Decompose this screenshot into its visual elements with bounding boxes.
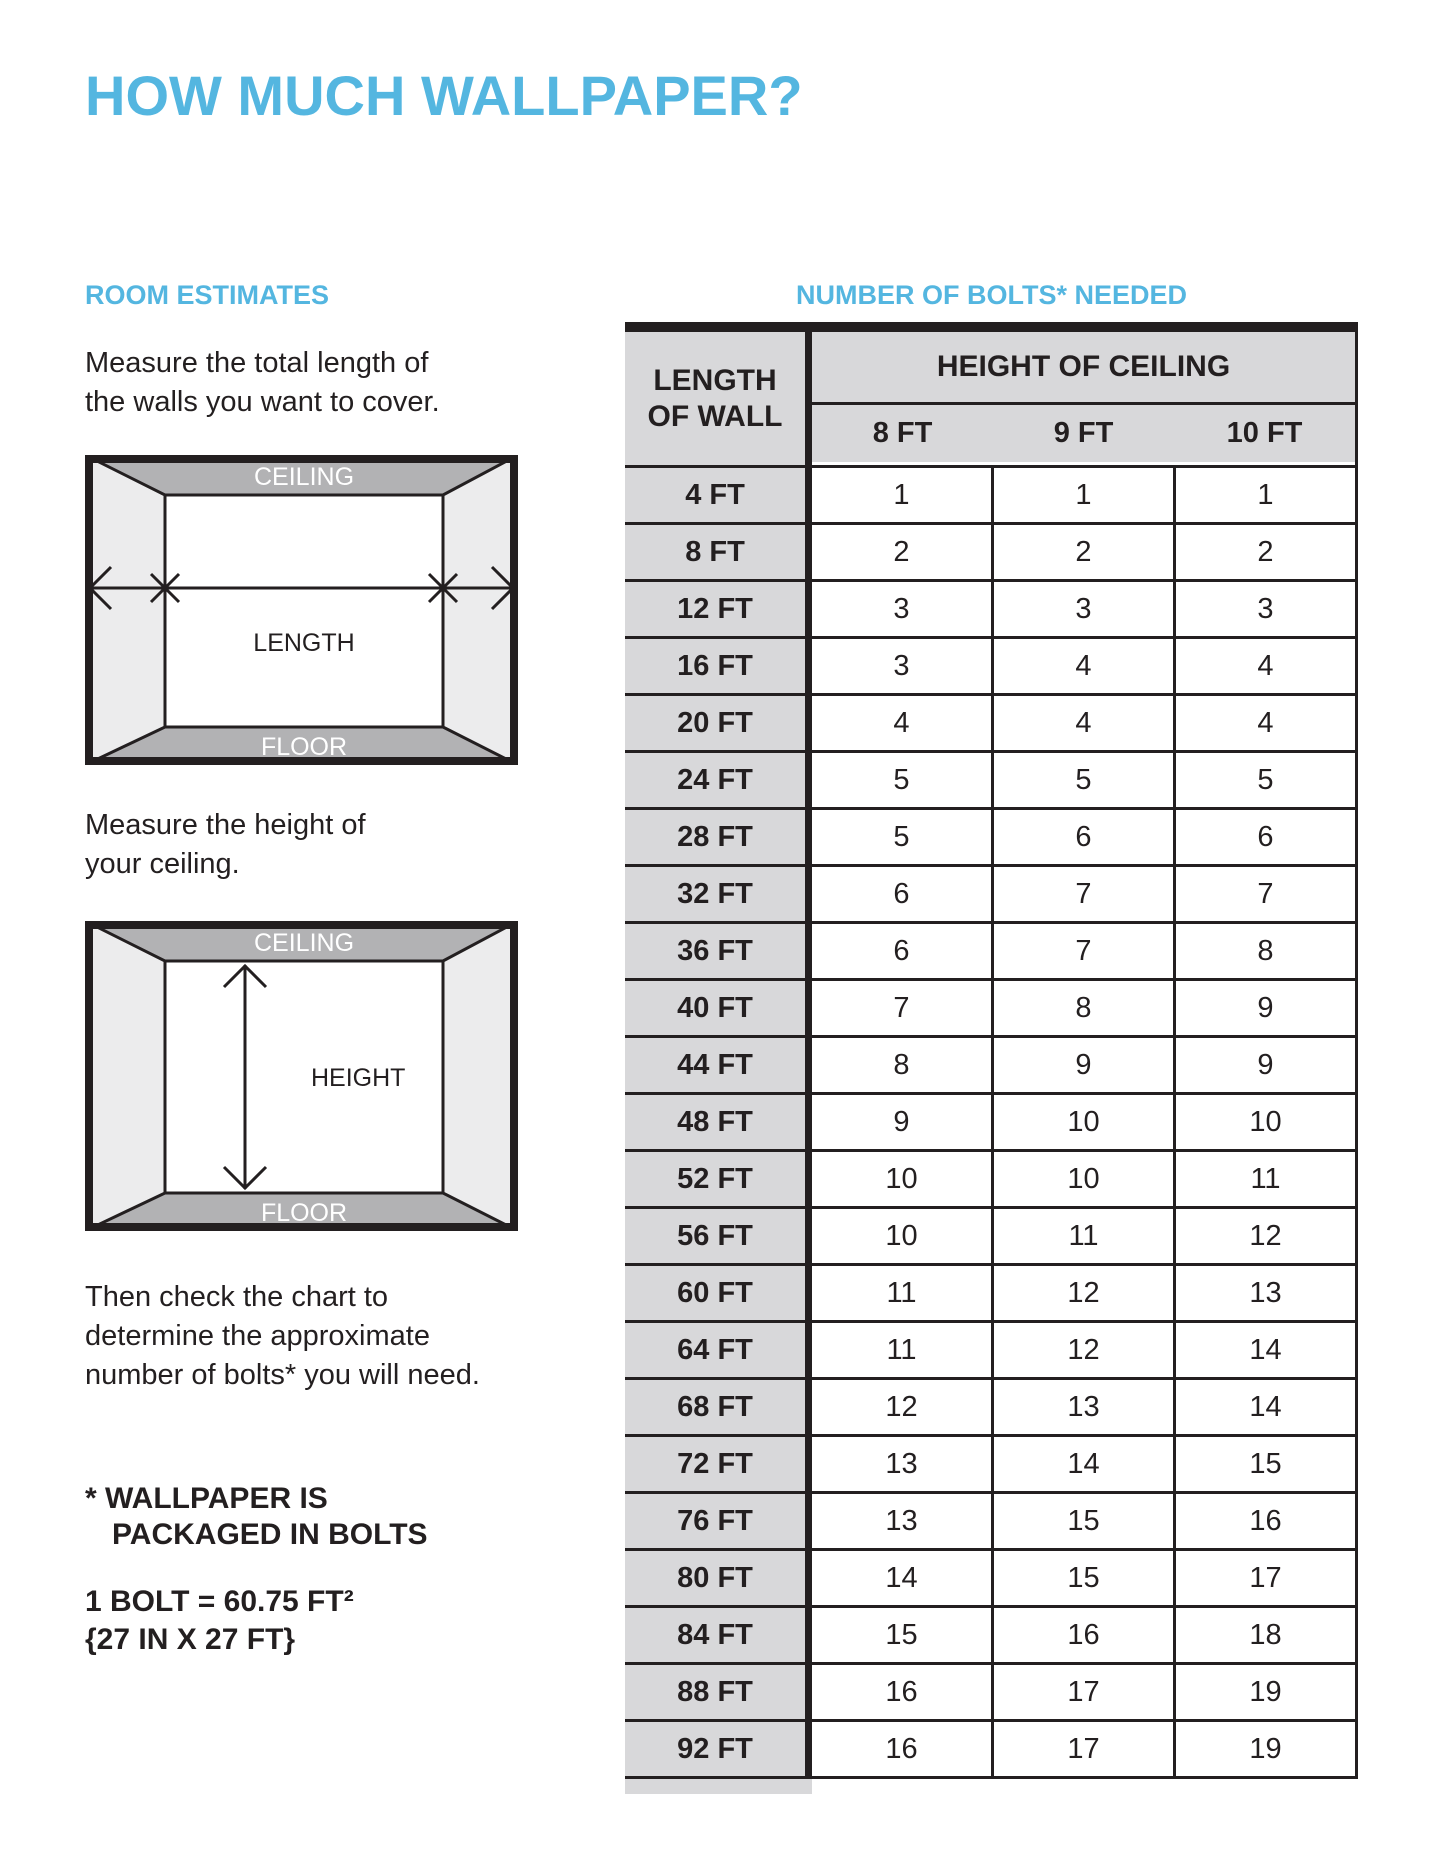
bolt-count-cell: 13 xyxy=(812,1437,994,1491)
column-header-8ft: 8 FT xyxy=(872,417,933,449)
bolt-count-cell: 9 xyxy=(1176,1038,1358,1092)
bolt-count-cell: 14 xyxy=(1176,1323,1358,1377)
ceiling-label: CEILING xyxy=(253,463,355,491)
bolt-count-cell: 14 xyxy=(1176,1380,1358,1434)
height-of-ceiling-header: HEIGHT OF CEILING xyxy=(812,332,1355,405)
bolt-count-cell: 12 xyxy=(1176,1209,1358,1263)
bolt-count-cell: 7 xyxy=(994,924,1176,978)
wall-length-label: 20 FT xyxy=(625,696,812,750)
text-line: LENGTH xyxy=(653,363,777,397)
table-row xyxy=(625,1662,1358,1719)
bolt-count-cell: 10 xyxy=(994,1152,1176,1206)
table-row xyxy=(625,1377,1358,1434)
room-estimates-heading: ROOM ESTIMATES xyxy=(85,280,330,310)
bolt-count-cell: 2 xyxy=(1176,525,1358,579)
wall-length-label: 72 FT xyxy=(625,1437,812,1491)
floor-label: FLOOR xyxy=(260,1199,348,1227)
bolt-count-cell: 15 xyxy=(1176,1437,1358,1491)
bolt-count-cell: 8 xyxy=(812,1038,994,1092)
table-row xyxy=(625,1719,1358,1779)
bolt-count-cell: 9 xyxy=(812,1095,994,1149)
text-line: OF WALL xyxy=(647,399,783,433)
bolt-count-cell: 14 xyxy=(812,1551,994,1605)
text-line: Measure the total length of xyxy=(85,347,429,379)
wall-length-label: 76 FT xyxy=(625,1494,812,1548)
wall-length-label: 44 FT xyxy=(625,1038,812,1092)
wall-length-label: 24 FT xyxy=(625,753,812,807)
bolt-count-cell: 13 xyxy=(1176,1266,1358,1320)
table-row xyxy=(625,1149,1358,1206)
column-header-9ft: 9 FT xyxy=(1053,417,1114,449)
text-line: 1 BOLT = 60.75 FT² xyxy=(85,1585,354,1618)
bolt-count-cell: 12 xyxy=(812,1380,994,1434)
room-length-diagram xyxy=(85,455,518,765)
wall-length-label: 12 FT xyxy=(625,582,812,636)
text-line: Then check the chart to xyxy=(85,1281,389,1313)
bolt-count-cell: 10 xyxy=(1176,1095,1358,1149)
bolt-count-cell: 17 xyxy=(994,1665,1176,1719)
length-label: LENGTH xyxy=(253,629,355,657)
bolt-count-cell: 5 xyxy=(812,753,994,807)
bolt-count-cell: 4 xyxy=(994,696,1176,750)
bolt-count-cell: 16 xyxy=(994,1608,1176,1662)
table-row xyxy=(625,1320,1358,1377)
text-line: {27 IN X 27 FT} xyxy=(85,1623,296,1656)
wall-length-label: 32 FT xyxy=(625,867,812,921)
bolt-count-cell: 4 xyxy=(812,696,994,750)
bolt-count-cell: 12 xyxy=(994,1266,1176,1320)
wall-length-label: 8 FT xyxy=(625,525,812,579)
column-header-10ft: 10 FT xyxy=(1226,417,1303,449)
back-wall xyxy=(165,495,443,727)
table-row xyxy=(625,1263,1358,1320)
ceiling-label: CEILING xyxy=(253,929,355,957)
instruction-measure-length xyxy=(85,344,440,422)
wall-length-label: 92 FT xyxy=(625,1722,812,1776)
bolt-count-cell: 2 xyxy=(994,525,1176,579)
bolt-count-cell: 10 xyxy=(812,1209,994,1263)
table-row xyxy=(625,1434,1358,1491)
text-line: the walls you want to cover. xyxy=(85,386,440,418)
wall-length-label: 40 FT xyxy=(625,981,812,1035)
bolt-count-cell: 1 xyxy=(812,468,994,522)
text-line: PACKAGED IN BOLTS xyxy=(112,1518,428,1551)
wall-length-label: 56 FT xyxy=(625,1209,812,1263)
text-line: * WALLPAPER IS xyxy=(85,1482,328,1515)
table-top-border xyxy=(625,322,1358,332)
bolt-count-cell: 13 xyxy=(994,1380,1176,1434)
bolt-count-cell: 18 xyxy=(1176,1608,1358,1662)
bolt-count-cell: 1 xyxy=(1176,468,1358,522)
text-line: number of bolts* you will need. xyxy=(85,1359,480,1391)
instruction-measure-height xyxy=(85,806,366,884)
wallpaper-bolts-footnote xyxy=(85,1481,428,1553)
wall-length-label: 52 FT xyxy=(625,1152,812,1206)
table-row xyxy=(625,1605,1358,1662)
bolt-count-cell: 4 xyxy=(1176,639,1358,693)
instruction-check-chart xyxy=(85,1278,480,1395)
bolt-count-cell: 1 xyxy=(994,468,1176,522)
table-row xyxy=(625,522,1358,579)
length-of-wall-header xyxy=(625,332,812,465)
bolts-needed-heading: NUMBER OF BOLTS* NEEDED xyxy=(795,280,1187,310)
bolt-count-cell: 12 xyxy=(994,1323,1176,1377)
table-row xyxy=(625,921,1358,978)
bolt-count-cell: 5 xyxy=(1176,753,1358,807)
table-footer-strip xyxy=(625,1779,812,1794)
table-row xyxy=(625,1035,1358,1092)
bolt-count-cell: 13 xyxy=(812,1494,994,1548)
bolt-count-cell: 11 xyxy=(1176,1152,1358,1206)
bolt-count-cell: 6 xyxy=(994,810,1176,864)
table-row xyxy=(625,465,1358,522)
text-line: Measure the height of xyxy=(85,809,366,841)
bolt-count-cell: 11 xyxy=(994,1209,1176,1263)
page-title: HOW MUCH WALLPAPER? xyxy=(85,64,803,127)
table-body xyxy=(625,465,1358,1779)
wall-length-label: 16 FT xyxy=(625,639,812,693)
wall-length-label: 4 FT xyxy=(625,468,812,522)
bolt-count-cell: 5 xyxy=(994,753,1176,807)
wall-length-label: 60 FT xyxy=(625,1266,812,1320)
bolt-count-cell: 3 xyxy=(812,582,994,636)
table-row xyxy=(625,1491,1358,1548)
bolt-count-cell: 19 xyxy=(1176,1665,1358,1719)
table-row xyxy=(625,1206,1358,1263)
bolt-count-cell: 19 xyxy=(1176,1722,1358,1776)
bolt-count-cell: 3 xyxy=(812,639,994,693)
ceiling-height-columns xyxy=(812,405,1355,462)
height-label: HEIGHT xyxy=(311,1064,406,1092)
bolt-count-cell: 8 xyxy=(994,981,1176,1035)
bolt-count-cell: 6 xyxy=(812,924,994,978)
bolt-count-cell: 10 xyxy=(994,1095,1176,1149)
bolt-count-cell: 9 xyxy=(994,1038,1176,1092)
bolt-count-cell: 11 xyxy=(812,1323,994,1377)
table-row xyxy=(625,807,1358,864)
wall-length-label: 88 FT xyxy=(625,1665,812,1719)
wall-length-label: 48 FT xyxy=(625,1095,812,1149)
bolt-count-cell: 4 xyxy=(1176,696,1358,750)
bolt-count-cell: 9 xyxy=(1176,981,1358,1035)
table-row xyxy=(625,750,1358,807)
floor-label: FLOOR xyxy=(260,733,348,761)
bolt-count-cell: 7 xyxy=(994,867,1176,921)
table-header xyxy=(625,332,1358,465)
bolt-size-note xyxy=(85,1583,354,1659)
wall-length-label: 80 FT xyxy=(625,1551,812,1605)
text-line: your ceiling. xyxy=(85,848,240,880)
table-row xyxy=(625,978,1358,1035)
bolts-needed-table xyxy=(625,322,1358,1794)
bolt-count-cell: 17 xyxy=(1176,1551,1358,1605)
bolt-count-cell: 6 xyxy=(812,867,994,921)
bolt-count-cell: 8 xyxy=(1176,924,1358,978)
bolt-count-cell: 6 xyxy=(1176,810,1358,864)
bolt-count-cell: 14 xyxy=(994,1437,1176,1491)
bolt-count-cell: 5 xyxy=(812,810,994,864)
wall-length-label: 68 FT xyxy=(625,1380,812,1434)
height-of-ceiling-group xyxy=(812,332,1358,465)
bolt-count-cell: 7 xyxy=(1176,867,1358,921)
bolt-count-cell: 3 xyxy=(994,582,1176,636)
bolt-count-cell: 15 xyxy=(994,1551,1176,1605)
bolt-count-cell: 16 xyxy=(812,1722,994,1776)
bolt-count-cell: 17 xyxy=(994,1722,1176,1776)
table-row xyxy=(625,1092,1358,1149)
table-row xyxy=(625,579,1358,636)
bolt-count-cell: 7 xyxy=(812,981,994,1035)
text-line: determine the approximate xyxy=(85,1320,430,1352)
wall-length-label: 36 FT xyxy=(625,924,812,978)
bolt-count-cell: 16 xyxy=(1176,1494,1358,1548)
wall-length-label: 28 FT xyxy=(625,810,812,864)
bolt-count-cell: 11 xyxy=(812,1266,994,1320)
table-row xyxy=(625,636,1358,693)
bolt-count-cell: 16 xyxy=(812,1665,994,1719)
bolt-count-cell: 10 xyxy=(812,1152,994,1206)
table-row xyxy=(625,1548,1358,1605)
bolt-count-cell: 2 xyxy=(812,525,994,579)
table-row xyxy=(625,864,1358,921)
bolt-count-cell: 3 xyxy=(1176,582,1358,636)
bolt-count-cell: 4 xyxy=(994,639,1176,693)
room-height-diagram xyxy=(85,921,518,1231)
wall-length-label: 64 FT xyxy=(625,1323,812,1377)
table-row xyxy=(625,693,1358,750)
bolt-count-cell: 15 xyxy=(994,1494,1176,1548)
bolt-count-cell: 15 xyxy=(812,1608,994,1662)
wall-length-label: 84 FT xyxy=(625,1608,812,1662)
